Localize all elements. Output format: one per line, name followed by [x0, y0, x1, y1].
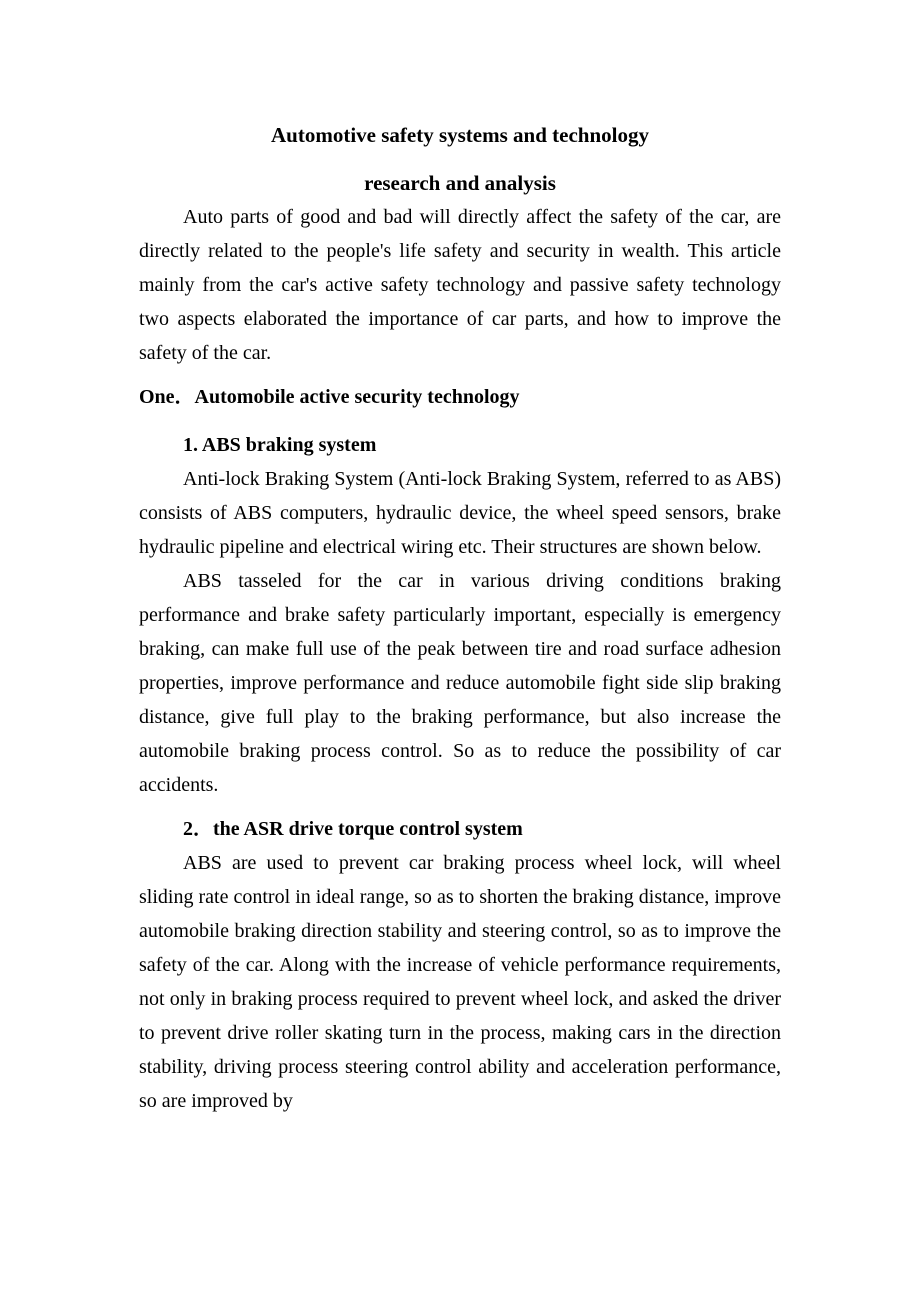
- abs-paragraph-2: ABS tasseled for the car in various driving conditions braking performance and brake safety particularly important, especially is emergency braking, can make full use of the peak between tire and road surface adhesion properties, improve performance and reduce automobile fight side slip braking distance, give full play to the braking performance, but also increase the automobile braking process control. So as to reduce the possibility of car accidents.: [139, 570, 781, 796]
- subsection-heading-asr: 2．the ASR drive torque control system: [183, 818, 523, 840]
- abs-paragraph-1: Anti-lock Braking System (Anti-lock Braking System, referred to as ABS) consists of ABS computers, hydraulic device, the wheel speed sensors, brake hydraulic pipeline and electrical wiring etc. Their structures are shown below.: [139, 468, 781, 558]
- section-heading-active-safety: One．Automobile active security technology: [139, 386, 520, 408]
- abstract-paragraph: Auto parts of good and bad will directly affect the safety of the car, are directly related to the people's life safety and security in wealth. This article mainly from the car's active safety technology and passive safety technology two aspects elaborated the importance of car parts, and how to improve the safety of the car.: [139, 206, 781, 364]
- document-title-line1: Automotive safety systems and technology: [271, 123, 649, 147]
- subsection-heading-abs: 1. ABS braking system: [183, 434, 377, 456]
- document-title-line2: research and analysis: [364, 171, 556, 195]
- asr-paragraph-1: ABS are used to prevent car braking process wheel lock, will wheel sliding rate control in ideal range, so as to shorten the braking distance, improve automobile braking direction stability and steering control, so as to improve the safety of the car. Along with the increase of vehicle performance requirements, not only in braking process required to prevent wheel lock, and asked the driver to prevent drive roller skating turn in the process, making cars in the direction stability, driving process steering control ability and acceleration performance, so are improved by: [139, 852, 781, 1112]
- document-content: [139, 118, 781, 1118]
